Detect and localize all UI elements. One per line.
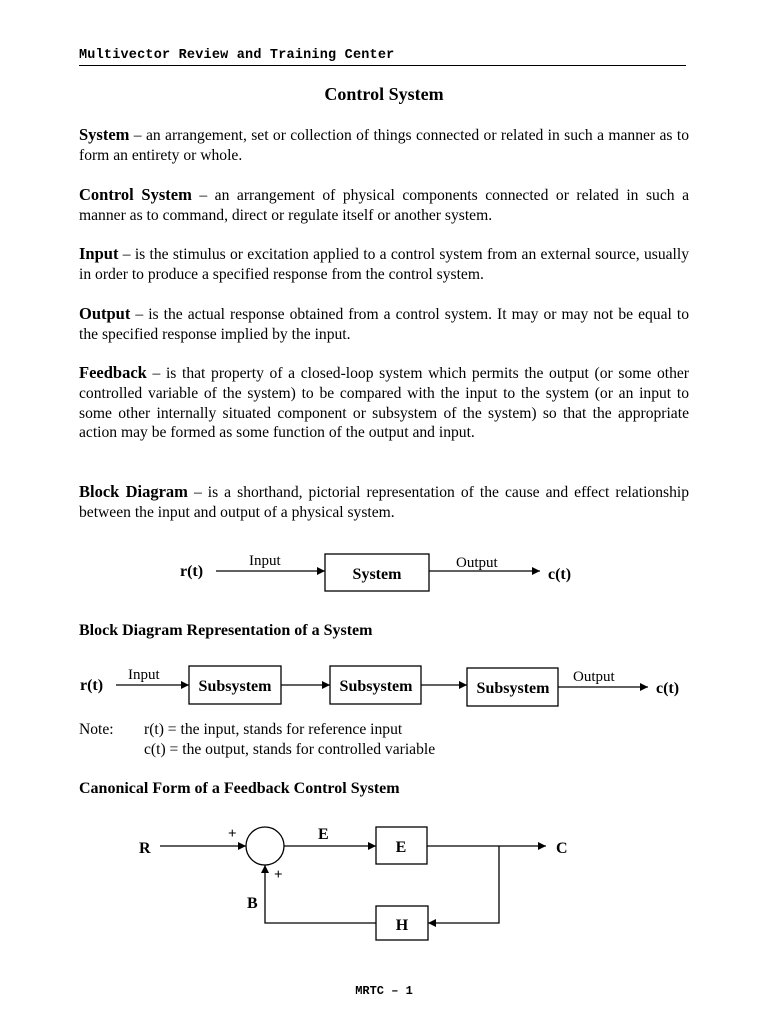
reference-input-label: R xyxy=(139,840,151,857)
subsystem-block-diagram xyxy=(0,660,768,710)
definition-system xyxy=(79,125,689,166)
feedback-block-label: H xyxy=(395,917,409,934)
subsystem-block-3-label: Subsystem xyxy=(476,680,550,697)
subsystem-block-1-label: Subsystem xyxy=(198,678,272,695)
subsystem-block-2-label: Subsystem xyxy=(339,678,413,695)
output-label: C xyxy=(556,840,568,857)
output-label: Output xyxy=(456,555,498,571)
definition-text: – is the actual response obtained from a control system. It may or may not be equal to the specified response implied by the input. xyxy=(79,306,689,343)
system-block-diagram xyxy=(0,545,768,605)
system-block-label: System xyxy=(352,566,402,583)
definition-text: – is the stimulus or excitation applied to a control system from an external source, usually in order to produce a specified response from the control system. xyxy=(79,246,689,283)
definition-term: Input xyxy=(79,244,119,263)
note-label: Note: xyxy=(79,721,114,738)
output-signal-label: c(t) xyxy=(548,566,572,583)
definition-text: – is a shorthand, pictorial representation of the cause and effect relationship between the input and output of a physical system. xyxy=(79,484,689,521)
definition-text: – an arrangement of physical components connected or related in such a manner as to command, direct or regulate itself or another system. xyxy=(79,187,690,224)
definition-feedback xyxy=(79,363,689,443)
document-header: Multivector Review and Training Center xyxy=(79,48,686,66)
output-signal-label: c(t) xyxy=(656,680,680,697)
input-label: Input xyxy=(249,553,281,569)
page-title: Control System xyxy=(324,84,444,104)
definition-term: Control System xyxy=(79,185,192,204)
note-line: c(t) = the output, stands for controlled variable xyxy=(144,741,436,758)
definition-text: – is that property of a closed-loop system which permits the output (or some other controlled variable of the system) to be compared with the input to the system (or an input to some other internally situated component or subsystem of the system) so that the appropriate action may be formed as some function of the output and input. xyxy=(79,365,689,442)
plus-sign-top: + xyxy=(228,826,237,842)
definition-text: – an arrangement, set or collection of things connected or related in such a manner as to form an entirety or whole. xyxy=(79,127,689,164)
error-signal-label: E xyxy=(318,826,329,843)
page-footer: MRTC – 1 xyxy=(355,984,413,998)
section-heading-canonical: Canonical Form of a Feedback Control System xyxy=(79,780,400,797)
forward-block-label: E xyxy=(395,839,407,856)
definition-term: System xyxy=(79,125,130,144)
definition-input xyxy=(79,244,689,285)
plus-sign-bottom: + xyxy=(274,867,283,883)
definition-output xyxy=(79,304,689,345)
note-line: r(t) = the input, stands for reference input xyxy=(144,721,403,738)
input-signal-label: r(t) xyxy=(180,563,204,580)
definition-term: Block Diagram xyxy=(79,482,188,501)
input-signal-label: r(t) xyxy=(80,677,104,694)
definition-term: Feedback xyxy=(79,363,147,382)
definition-term: Output xyxy=(79,304,131,323)
definition-block-diagram xyxy=(79,482,689,523)
section-heading-representation: Block Diagram Representation of a System xyxy=(79,622,373,639)
summing-junction xyxy=(246,827,284,865)
feedback-signal-label: B xyxy=(247,895,258,912)
input-label: Input xyxy=(128,667,160,683)
output-label: Output xyxy=(573,669,615,685)
feedback-path-out xyxy=(428,846,499,923)
feedback-loop-diagram xyxy=(0,815,768,945)
definition-control-system xyxy=(79,185,689,226)
